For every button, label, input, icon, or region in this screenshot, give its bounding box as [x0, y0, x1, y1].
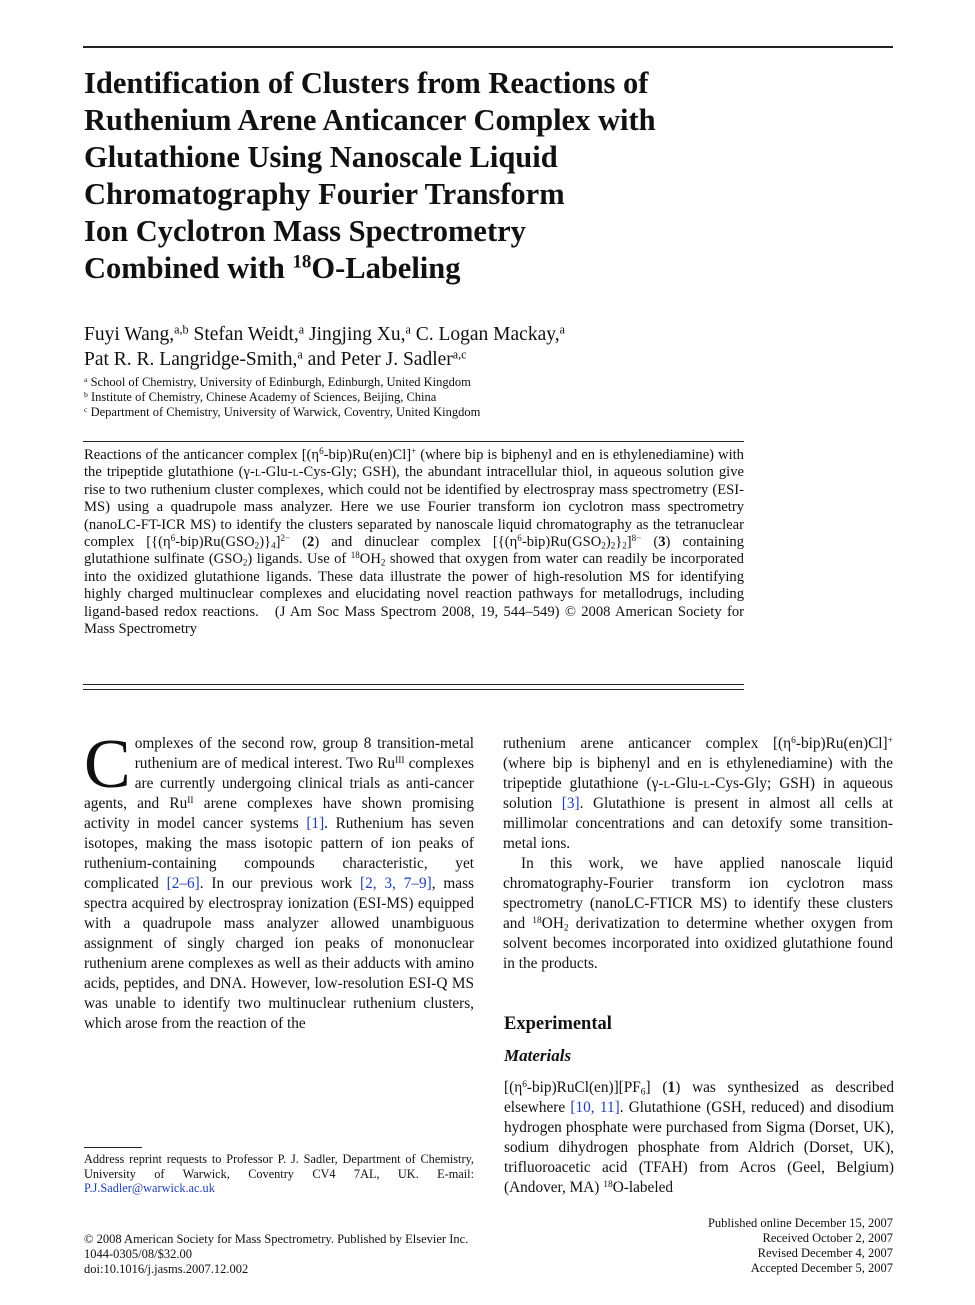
superscript: 18: [603, 1179, 613, 1190]
small-caps-l: l: [254, 464, 261, 481]
body-text: ] (: [645, 1079, 668, 1096]
abstract-rule-top: [83, 441, 744, 442]
published-online-date: Published online December 15, 2007: [707, 1216, 893, 1230]
body-text: ) was synthesized as described elsewhere: [504, 1079, 895, 1116]
citation-link[interactable]: [2–6]: [166, 875, 200, 892]
author-line: [84, 347, 784, 372]
body-text: arene complexes have shown promising activity in model cancer systems: [84, 795, 474, 832]
abstract-text: ]: [275, 534, 281, 551]
affiliation-mark: b: [84, 389, 88, 399]
affiliations: [84, 375, 784, 420]
title-line: [84, 250, 784, 287]
subscript: 2: [601, 540, 606, 551]
affiliation-text: School of Chemistry, University of Edinburgh, Edinburgh, United Kingdom: [87, 375, 471, 389]
small-caps-l: l: [703, 775, 711, 792]
intro-paragraph: [84, 726, 474, 1034]
copyright-line: © 2008 American Society for Mass Spectrometry. Published by Elsevier Inc.: [84, 1232, 469, 1246]
author-affil-mark: a: [298, 322, 305, 337]
author-name: Stefan Weidt,: [188, 324, 299, 345]
section-heading: Experimental: [504, 1014, 612, 1034]
abstract-text: Reactions of the anticancer complex [(η: [84, 447, 320, 463]
article-title: [84, 65, 784, 287]
superscript: +: [411, 446, 417, 457]
body-text: . Glutathione (GSH, reduced) and disodium hydrogen phosphate were purchased from Sigma (Dorset, UK), sodium dihydrogen phosphate from Aldrich (Dorset, UK), trifluoroacetic acid (TFAH) from Acros (Geel, Belgium) (Andover, MA): [504, 1099, 894, 1196]
affiliation-text: Institute of Chemistry, Chinese Academy of Sciences, Beijing, China: [87, 390, 437, 404]
author-affil-mark: a: [297, 347, 303, 362]
body-text: OH: [541, 915, 564, 932]
citation-link[interactable]: [10, 11]: [570, 1099, 620, 1116]
body-text: -Glu-: [670, 775, 704, 792]
abstract: [84, 447, 744, 638]
abstract-text: }: [615, 534, 623, 551]
superscript: II: [187, 795, 194, 806]
author-list: [84, 322, 784, 372]
publication-dates: [708, 1216, 893, 1276]
body-text: complexes are currently undergoing clinical trials as anti-cancer agents, and Ru: [84, 755, 474, 812]
abstract-text: (: [641, 534, 659, 551]
publisher-info: [84, 1232, 468, 1277]
subscript: 2: [254, 540, 260, 551]
affiliation-mark: a: [84, 374, 88, 384]
abstract-text: ) and dinuclear complex [{(η: [314, 534, 518, 551]
body-text: -Cys-Gly; GSH) in aqueous solution: [503, 775, 893, 812]
body-text: -bip)Ru(en)Cl]: [795, 735, 888, 752]
superscript: 2−: [280, 533, 291, 544]
author-affil-mark: a: [559, 322, 565, 337]
author-name: Jingjing Xu,: [304, 324, 406, 345]
intro-paragraph-continued: [503, 734, 893, 854]
compound-number: 2: [307, 534, 315, 551]
body-text: derivatization to determine whether oxygen from solvent becomes incorporated into oxidized glutathione found in the products.: [503, 915, 893, 972]
author-affil-mark: a,b: [174, 322, 189, 337]
abstract-text: ): [605, 534, 611, 551]
title-line: Identification of Clusters from Reactions of: [84, 66, 649, 100]
footnote-rule: [84, 1147, 142, 1148]
body-text: . Glutathione is present in almost all cells at millimolar concentrations and can detoxify some transition-metal ions.: [503, 795, 894, 852]
received-date: Received October 2, 2007: [762, 1231, 893, 1245]
affiliation: [84, 405, 784, 420]
drop-cap: C: [84, 726, 131, 803]
affiliation: [84, 375, 784, 390]
superscript: 6: [170, 533, 176, 544]
body-text: . Ruthenium has seven isotopes, making the mass isotopic pattern of ion peaks of ruthenium-containing compounds characteristic, yet complicated: [84, 815, 474, 892]
abstract-text: )}: [259, 534, 272, 551]
superscript: 18: [532, 915, 542, 926]
affiliation-mark: c: [84, 404, 88, 414]
title-text: Combined with: [84, 251, 285, 285]
title-line: Ion Cyclotron Mass Spectrometry: [84, 214, 526, 248]
body-column-right: [503, 734, 893, 974]
superscript: 6: [522, 1079, 527, 1090]
abstract-text: -Cys-Gly; GSH), the abundant intracellular thiol, in aqueous solution give rise to two ruthenium cluster complexes, which could not be identified by electrospray mass spectrometry (ESI-MS) using a quadrupole mass analyzer. Here we use Fourier transform ion cyclotron mass spectrometry (nanoLC-FT-ICR MS) to identify the clusters separated by nanoscale liquid chromatography as the tetranuclear complex [{(η: [84, 464, 745, 551]
abstract-text: OH: [359, 551, 381, 568]
body-text: -bip)RuCl(en)][PF: [526, 1079, 641, 1096]
body-text: ruthenium arene anticancer complex [(η: [503, 735, 792, 752]
author-name: Fuyi Wang,: [84, 324, 175, 345]
author-name: and Peter J. Sadler: [302, 349, 453, 370]
abstract-text: -bip)Ru(GSO: [175, 534, 255, 551]
abstract-text: -bip)Ru(en)Cl]: [323, 447, 412, 463]
subscript: 2: [610, 540, 616, 551]
abstract-text: ) ligands. Use of: [247, 551, 351, 568]
citation-link[interactable]: [1]: [306, 815, 325, 832]
title-line: Glutathione Using Nanoscale Liquid: [84, 140, 558, 174]
correspondence-footnote: [84, 1152, 474, 1196]
author-name: C. Logan Mackay,: [410, 324, 560, 345]
accepted-date: Accepted December 5, 2007: [750, 1261, 893, 1275]
subscript: 6: [640, 1087, 646, 1098]
superscript: 6: [517, 533, 522, 544]
abstract-text: -bip)Ru(GSO: [521, 534, 602, 551]
body-text: (where bip is biphenyl and en is ethylenediamine) with the tripeptide glutathione (γ-: [503, 755, 893, 792]
materials-paragraph: [504, 1078, 894, 1198]
abstract-text: ) containing glutathione sulfinate (GSO: [84, 534, 744, 568]
subscript: 2: [563, 923, 569, 934]
superscript: 18: [350, 550, 360, 561]
affiliation-text: Department of Chemistry, University of Warwick, Coventry, United Kingdom: [87, 405, 481, 419]
subscript: 2: [242, 557, 248, 568]
revised-date: Revised December 4, 2007: [757, 1246, 893, 1260]
small-caps-l: l: [663, 775, 671, 792]
author-affil-mark: a: [405, 322, 411, 337]
author-affil-mark: a,c: [452, 347, 467, 362]
title-line: Chromatography Fourier Transform: [84, 177, 565, 211]
body-column-left: [84, 726, 474, 1034]
journal-citation: (J Am Soc Mass Spectrom 2008, 19, 544–549) © 2008 American Society for Mass Spectrometry: [84, 603, 744, 638]
subscript: 2: [622, 540, 627, 551]
title-superscript: 18: [292, 251, 312, 273]
email-link[interactable]: P.J.Sadler@warwick.ac.uk: [84, 1181, 215, 1195]
body-text: , mass spectra acquired by electrospray ionization (ESI-MS) equipped with a quadrupole mass analyzer allowed unambiguous assignment of singly charged ion peaks of mononuclear ruthenium arene complexes as well as their adducts with amino acids, peptides, and DNA. However, low-resolution ESI-Q MS was unable to identify two multinuclear ruthenium clusters, which arose from the reaction of the: [84, 875, 474, 1032]
top-rule: [83, 46, 893, 48]
issn-line: 1044-0305/08/$32.00: [84, 1247, 192, 1261]
compound-number: 3: [658, 534, 666, 551]
superscript: 6: [791, 735, 796, 746]
abstract-rule-bottom: [83, 684, 744, 685]
abstract-text: ]: [626, 534, 632, 551]
subsection-heading: Materials: [504, 1046, 572, 1065]
footnote-text: Address reprint requests to Professor P. J. Sadler, Department of Chemistry, University of Warwick, Coventry CV4 7AL, UK. E-mail:: [84, 1152, 474, 1181]
intro-paragraph: [503, 854, 893, 974]
abstract-text: (where bip is biphenyl and en is ethylenediamine) with the tripeptide glutathione (γ-: [84, 447, 744, 481]
superscript: 6: [319, 446, 324, 457]
body-text: omplexes of the second row, group 8 transition-metal ruthenium are of medical interest. Two Ru: [134, 735, 474, 772]
abstract-text: showed that oxygen from water can readily be incorporated into the oxidized glutathione ligands. These data illustrate the power of high-resolution MS for identifying highly charged multinuclear complexes and elucidating novel reaction pathways for metallodrugs, including ligand-based redox reactions.: [84, 551, 744, 620]
body-text: O-labeled: [612, 1179, 674, 1196]
subscript: 4: [271, 540, 276, 551]
superscript: III: [395, 755, 405, 766]
citation-link[interactable]: [3]: [561, 795, 580, 812]
author-line: [84, 322, 784, 347]
body-text: [(η: [504, 1079, 523, 1096]
body-text: . In our previous work: [199, 875, 360, 892]
compound-number: 1: [667, 1079, 676, 1096]
abstract-rule-bottom: [83, 689, 744, 690]
superscript: 8−: [631, 533, 642, 544]
affiliation: [84, 390, 784, 405]
title-line: Ruthenium Arene Anticancer Complex with: [84, 103, 656, 137]
subscript: 2: [380, 557, 386, 568]
doi-line: doi:10.1016/j.jasms.2007.12.002: [84, 1262, 249, 1276]
small-caps-l: l: [292, 464, 299, 481]
superscript: +: [887, 735, 893, 746]
author-name: Pat R. R. Langridge-Smith,: [84, 349, 298, 370]
title-text: O-Labeling: [311, 251, 461, 285]
body-text: In this work, we have applied nanoscale liquid chromatography-Fourier transform ion cyclotron mass spectrometry (nanoLC-FTICR MS) to identify these clusters and: [503, 855, 893, 932]
abstract-text: (: [290, 534, 308, 551]
abstract-text: -Glu-: [260, 464, 293, 481]
citation-link[interactable]: [2, 3, 7–9]: [359, 875, 432, 892]
